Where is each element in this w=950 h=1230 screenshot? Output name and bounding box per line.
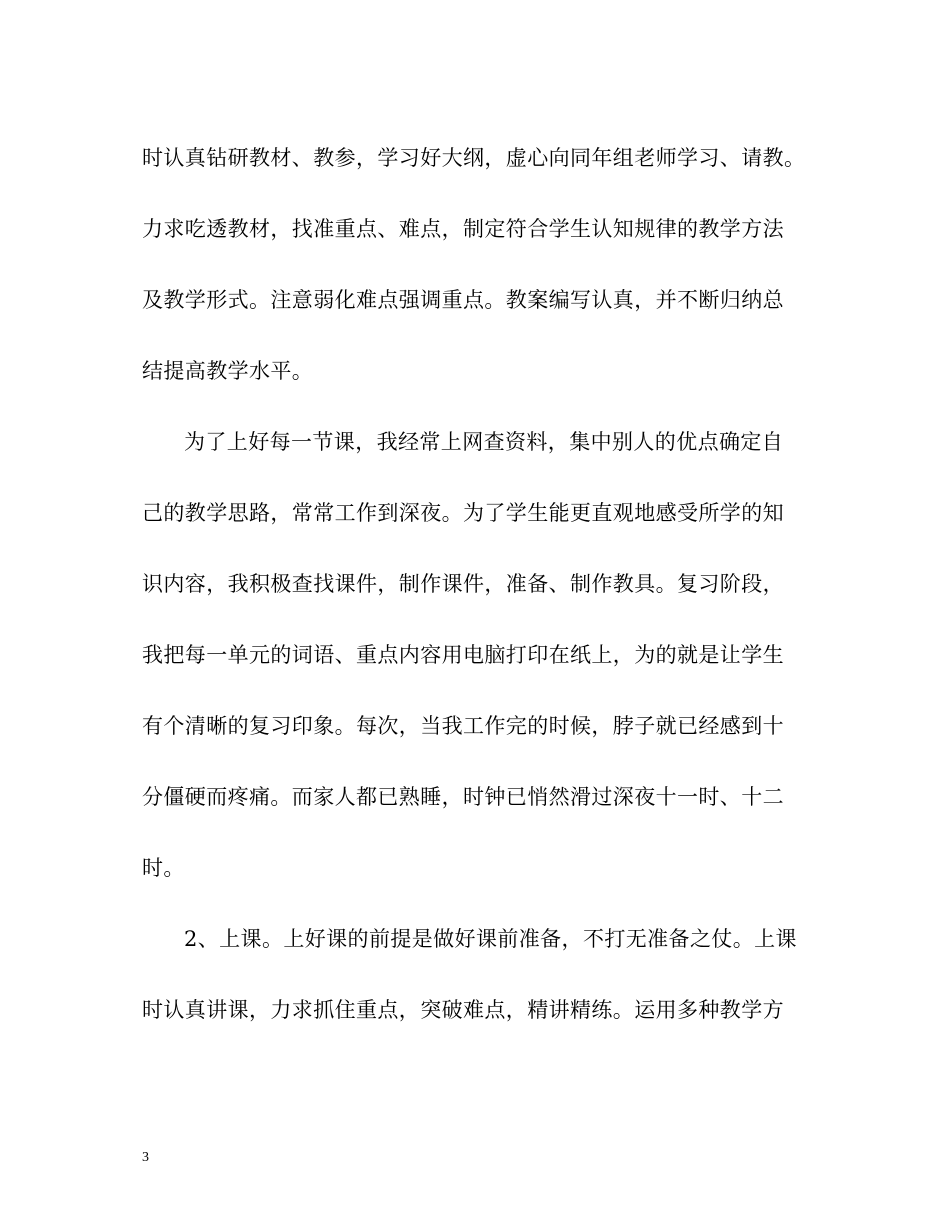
text-line: 己的教学思路，常常工作到深夜。为了学生能更直观地感受所学的知 xyxy=(142,501,784,525)
text-line: 有个清晰的复习印象。每次，当我工作完的时候，脖子就已经感到十 xyxy=(142,714,784,738)
text-line: 时认真钻研教材、教参，学习好大纲，虚心向同年组老师学习、请教。 xyxy=(142,146,806,170)
text-line: 分僵硬而疼痛。而家人都已熟睡，时钟已悄然滑过深夜十一时、十二 xyxy=(142,785,784,809)
text-line: 我把每一单元的词语、重点内容用电脑打印在纸上，为的就是让学生 xyxy=(142,643,784,667)
text-line: 为了上好每一节课，我经常上网查资料，集中别人的优点确定自 xyxy=(184,430,784,454)
text-line: 2、上课。上好课的前提是做好课前准备，不打无准备之仗。上课 xyxy=(184,927,797,951)
text-line: 时。 xyxy=(142,856,185,880)
text-line: 及教学形式。注意弱化难点强调重点。教案编写认真，并不断归纳总 xyxy=(142,288,784,312)
text-line: 结提高教学水平。 xyxy=(142,359,314,383)
page-number: 3 xyxy=(142,1150,149,1165)
text-line: 力求吃透教材，找准重点、难点，制定符合学生认知规律的教学方法 xyxy=(142,217,784,241)
text-line: 时认真讲课，力求抓住重点，突破难点，精讲精练。运用多种教学方 xyxy=(142,998,784,1022)
text-line: 识内容，我积极查找课件，制作课件，准备、制作教具。复习阶段， xyxy=(142,572,784,596)
